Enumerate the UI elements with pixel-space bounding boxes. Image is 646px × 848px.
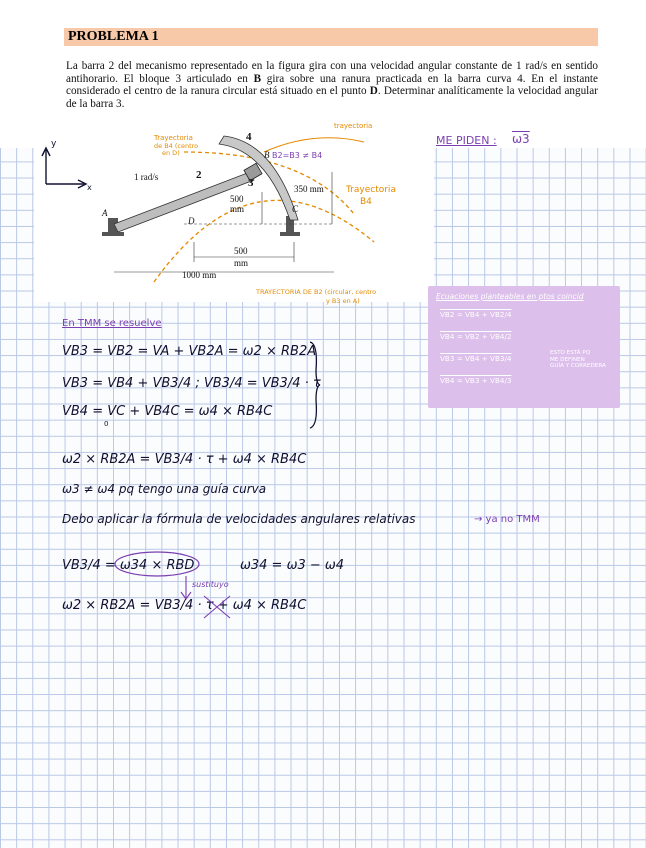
en-tmm-heading: En TMM se resuelve [62, 318, 162, 329]
me-piden-value: ω3 [512, 132, 530, 146]
equation-3: VB4 = VC + VB4C = ω4 × RB4C [62, 404, 273, 419]
equation-8: ω2 × RB2A = VB3/4 · τ + ω4 × RB4C [62, 598, 307, 613]
dim-350: 350 mm [294, 184, 324, 194]
dim-500-horizontal-unit: mm [234, 258, 249, 268]
annot-trayectoria-bottom-line2: y B3 en A) [326, 297, 360, 305]
card-line-4: VB4 = VB3 + VB4/3 [440, 376, 512, 385]
point-a-label: A [102, 208, 108, 218]
annot-trayectoria-top: trayectoria [334, 122, 373, 130]
annot-b-equality: B2=B3 ≠ B4 [272, 151, 323, 160]
trajectory-top-curve [264, 138, 364, 152]
bar-4-label: 4 [246, 131, 252, 143]
cross-out-mark [202, 594, 232, 620]
x-axis-label: x [87, 183, 92, 192]
point-b-label: B [264, 150, 270, 160]
dim-500-vertical-unit: mm [230, 204, 245, 214]
point-d-label: D [188, 216, 195, 226]
card-line-2: VB4 = VB2 + VB4/2 [440, 332, 512, 341]
annot-trayectoria-b4-line1: Trayectoria [154, 134, 193, 142]
card-line-1: VB2 = VB4 + VB2/4 [440, 310, 512, 319]
dim-1000: 1000 mm [182, 270, 217, 280]
sustituyo-note: sustituyo [192, 580, 229, 589]
system-brace [308, 340, 322, 430]
card-line-3: VB3 = VB4 + VB3/4 [440, 354, 512, 363]
equation-7b: ω34 = ω3 − ω4 [240, 558, 345, 573]
dim-500-horizontal: 500 [234, 246, 248, 256]
bar-3-label: 3 [248, 177, 254, 189]
me-piden-label: ME PIDEN : [436, 134, 497, 147]
card-side-note: ESTO ESTÁ PQ ME DEFINEN GUÍA Y CORREDERA [550, 350, 606, 370]
mechanism-figure [34, 122, 434, 302]
bar-2-label: 2 [196, 169, 202, 181]
y-axis-label: y [51, 139, 57, 149]
point-c-label: C [292, 204, 299, 214]
line-6-arrow-note: → ya no TMM [474, 514, 540, 525]
annot-trayectoria-b4-line3: en D) [162, 149, 180, 157]
annot-trayectoria-right-line1: Trayectoria [346, 185, 396, 195]
coincident-points-card [428, 286, 620, 408]
card-title: Ecuaciones planteables en ptos coincid [436, 292, 584, 301]
equation-2: VB3 = VB4 + VB3/4 ; VB3/4 = VB3/4 · τ [62, 376, 321, 391]
xy-axes-sketch [42, 148, 86, 188]
equation-7a: VB3/4 = ω34 × RBD [62, 558, 195, 573]
line-6-note: Debo aplicar la fórmula de velocidades angulares relativas [62, 512, 416, 526]
problem-title: PROBLEMA 1 [68, 29, 159, 44]
equation-4: ω2 × RB2A = VB3/4 · τ + ω4 × RB4C [62, 452, 307, 467]
line-5-note: ω3 ≠ ω4 pq tengo una guía curva [62, 482, 267, 496]
annot-trayectoria-bottom-line1: TRAYECTORIA DE B2 (circular, centro [256, 288, 377, 296]
problem-statement: La barra 2 del mecanismo representado en la figura gira con una velocidad angular constante de 1 rad/s en sentido antihorario. El bloque 3 articulado en B gira sobre una ranura practicada en la barra curva 4. En el instante considerado el centro de la ranura circular está situado en el punto D. Determinar analíticamente la velocidad angular de la barra 3. [66, 60, 599, 110]
equation-1: VB3 = VB2 = VA + VB2A = ω2 × RB2A [62, 344, 317, 359]
equation-3-zero: 0 [104, 420, 109, 428]
dim-500-vertical: 500 [230, 194, 244, 204]
omega-label: 1 rad/s [134, 172, 159, 182]
annot-trayectoria-right-line2: B4 [360, 197, 372, 207]
annot-trayectoria-b4-line2: de B4 (centro [154, 142, 199, 150]
